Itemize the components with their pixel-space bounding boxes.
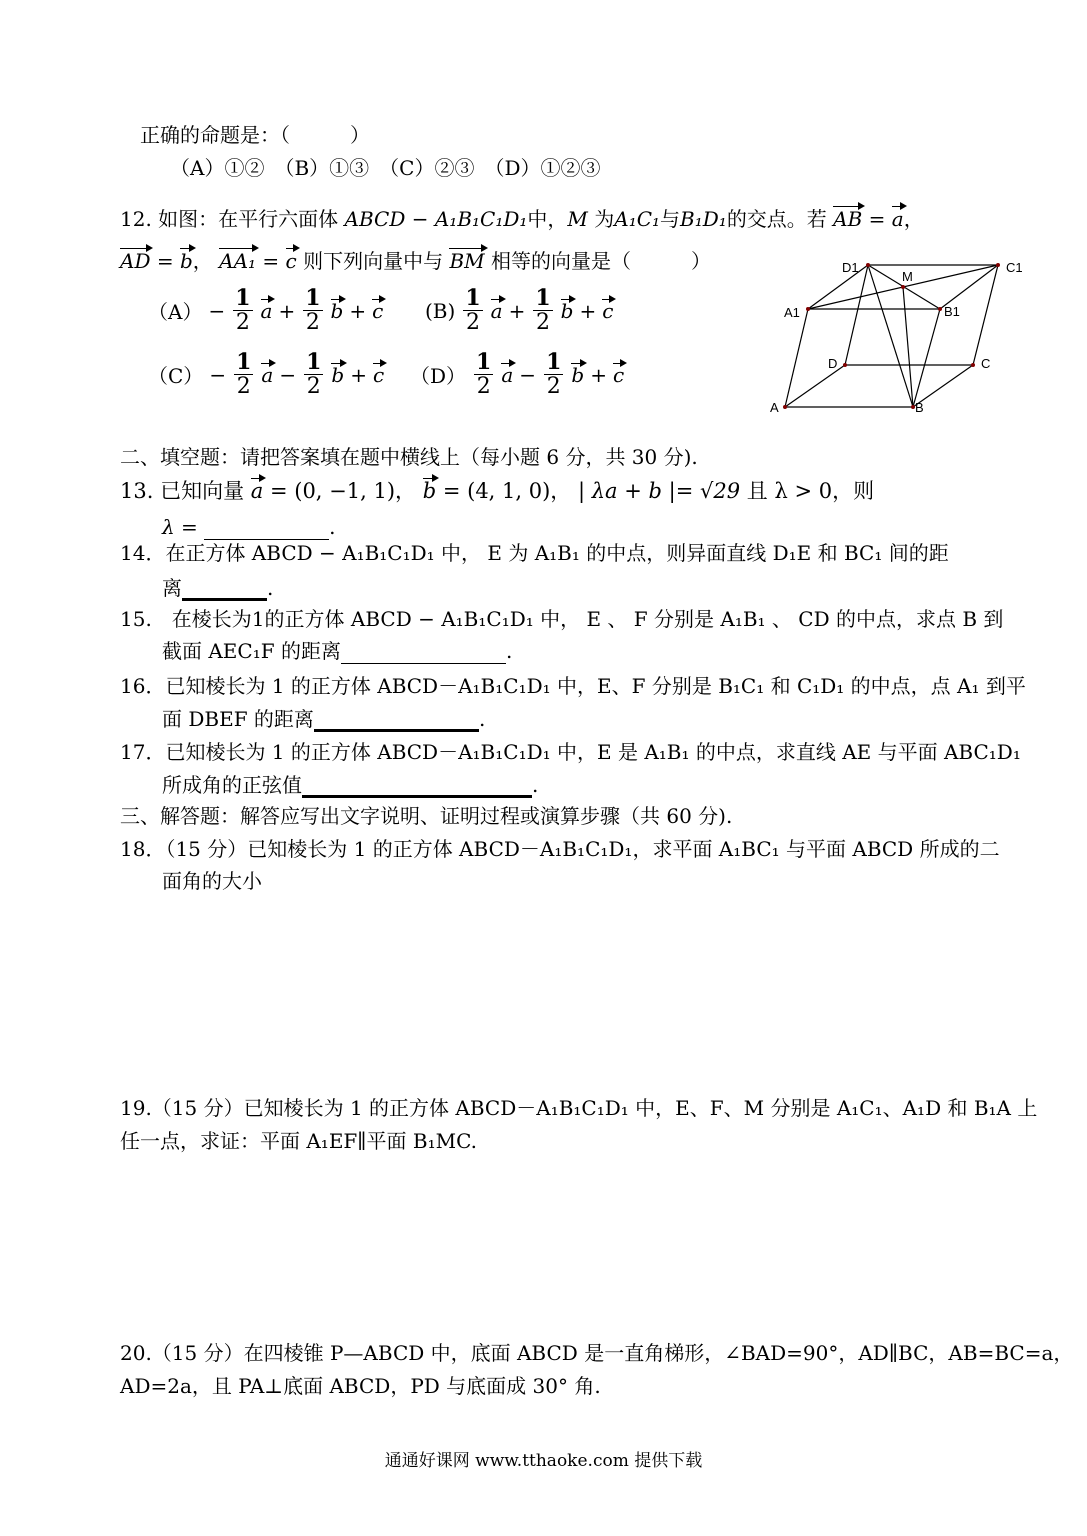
q12-mid: 中，	[527, 207, 568, 231]
vector-a: a	[891, 207, 904, 231]
q13-b-value: = (4, 1, 0)，	[442, 479, 572, 503]
q16-answer-blank[interactable]	[314, 729, 479, 732]
q12-option-a: （A） − $\frac{1}{2}$ a + $\frac{1}{2}$ b + c	[148, 285, 384, 335]
q12-point-m: M	[567, 207, 588, 231]
label-m: M	[902, 269, 913, 284]
q13-condition: 且 λ > 0，则	[746, 479, 875, 503]
q16-end: .	[478, 707, 486, 731]
vector-b: b	[331, 362, 345, 387]
q20-line1: 20.（15 分）在四棱锥 P—ABCD 中，底面 ABCD 是一直角梯形，∠BAD=90°，AD∥BC，AB=BC=a，	[120, 1341, 1074, 1365]
label-b: B	[915, 400, 924, 415]
q15-line1: 15. 在棱长为1的正方体 ABCD − A₁B₁C₁D₁ 中， E 、 F 分别是 A₁B₁ 、 CD 的中点，求点 B 到	[120, 607, 1004, 631]
q12-line1: 12. 如图：在平行六面体 ABCD − A₁B₁C₁D₁中，M 为A₁C₁与B₁D₁的交点。若 AB = a，	[120, 207, 924, 231]
q17-line1: 17．已知棱长为 1 的正方体 ABCD－A₁B₁C₁D₁ 中，E 是 A₁B₁ 的中点，求直线 AE 与平面 ABC₁D₁	[120, 740, 1021, 764]
q13-prefix: 13. 已知向量	[120, 479, 245, 503]
fraction: $\frac{1}{2}$	[306, 349, 322, 399]
label-d1: D1	[842, 260, 859, 275]
q17-end: .	[532, 773, 539, 797]
q12-seg1: A₁C₁	[614, 207, 661, 231]
vector-a: a	[250, 479, 264, 503]
label-d: D	[828, 356, 838, 371]
q15-line2	[162, 638, 512, 664]
q13-line1	[120, 478, 874, 504]
section3-heading: 三、解答题：解答应写出文字说明、证明过程或演算步骤（共 60 分).	[120, 804, 733, 828]
vector-b: b	[179, 249, 193, 273]
vector-c: c	[285, 249, 297, 273]
q13-lambda: λ =	[162, 515, 198, 539]
q17-answer-blank[interactable]	[302, 795, 532, 798]
option-b-label: (B)	[425, 298, 456, 323]
label-c1: C1	[1006, 260, 1023, 275]
q18-line2: 面角的大小	[162, 869, 262, 893]
q16-text: 面 DBEF 的距离	[162, 707, 314, 731]
option-d-label: （D）	[410, 364, 467, 388]
vector-a: a	[490, 298, 503, 323]
q12-text2: 为	[594, 207, 615, 231]
vector-ad: AD	[120, 249, 151, 273]
vector-aa1: AA₁	[219, 249, 257, 273]
fraction: $\frac{1}{2}$	[476, 349, 492, 399]
vector-c: c	[372, 362, 385, 387]
label-a1: A1	[784, 305, 800, 320]
vector-c: c	[372, 298, 384, 323]
q14-end: .	[267, 576, 274, 600]
fraction: $\frac{1}{2}$	[535, 285, 551, 335]
fraction: $\frac{1}{2}$	[235, 285, 251, 335]
vector-c: c	[612, 362, 625, 387]
q14-answer-blank[interactable]	[182, 598, 267, 601]
q17-line2	[162, 772, 538, 798]
q12-line2: AD = b， AA₁ = c 则下列向量中与 BM 相等的向量是（ ）	[120, 249, 711, 273]
q12-option-b: (B) $\frac{1}{2}$ a + $\frac{1}{2}$ b + c	[425, 285, 614, 335]
label-b1: B1	[944, 304, 960, 319]
vector-b: b	[422, 479, 437, 503]
q12-option-d: （D） $\frac{1}{2}$ a − $\frac{1}{2}$ b + c	[410, 349, 625, 399]
section2-heading: 二、填空题：请把答案填在题中横线上（每小题 6 分，共 30 分).	[120, 445, 698, 469]
q12-tail: 相等的向量是（ ）	[491, 249, 711, 273]
q11-options: （A）①② （B）①③ （C）②③ （D）①②③	[170, 156, 601, 180]
vector-ab: AB	[833, 207, 863, 231]
label-a: A	[770, 400, 779, 415]
vector-a: a	[260, 298, 273, 323]
q12-text4: 的交点。若	[726, 207, 827, 231]
q12-option-c: （C） − $\frac{1}{2}$ a − $\frac{1}{2}$ b + c	[148, 349, 385, 399]
q15-end: .	[505, 639, 513, 663]
q14-text: 离	[162, 576, 182, 600]
q12-solid: ABCD − A₁B₁C₁D₁	[344, 207, 528, 231]
option-a-label: （A）	[148, 300, 203, 324]
q17-text: 所成角的正弦值	[162, 773, 302, 797]
q11-prompt: 正确的命题是：（ ）	[140, 123, 370, 147]
option-c-label: （C）	[148, 364, 204, 388]
q16-line2	[162, 706, 485, 732]
q13-a-value: = (0, −1, 1)，	[269, 479, 417, 503]
vector-b: b	[330, 298, 344, 323]
q12-text3: 与	[660, 207, 681, 231]
q15-text: 截面 AEC₁F 的距离	[162, 639, 341, 663]
vector-c: c	[602, 298, 614, 323]
label-c: C	[981, 356, 991, 371]
q13-line2	[162, 514, 336, 540]
q12-seg2: B₁D₁	[680, 207, 727, 231]
fraction: $\frac{1}{2}$	[236, 349, 252, 399]
q12-text5: 则下列向量中与	[303, 249, 444, 273]
figure-vertices	[783, 263, 1000, 409]
q15-answer-blank[interactable]	[341, 663, 506, 664]
figure-edges	[785, 265, 998, 407]
q14-line2	[162, 575, 273, 601]
fraction: $\frac{1}{2}$	[465, 285, 481, 335]
q13-abs-expression: | λa + b |= √29	[578, 479, 741, 503]
q16-line1: 16．已知棱长为 1 的正方体 ABCD－A₁B₁C₁D₁ 中，E、F 分别是 B₁C₁ 和 C₁D₁ 的中点，点 A₁ 到平	[120, 674, 1026, 698]
vector-bm: BM	[449, 249, 485, 273]
page-footer: 通通好课网 www.tthaoke.com 提供下载	[384, 1451, 703, 1471]
vector-a: a	[261, 362, 274, 387]
q19-line2: 任一点，求证：平面 A₁EF∥平面 B₁MC.	[120, 1129, 478, 1153]
q20-line2: AD=2a，且 PA⊥底面 ABCD，PD 与底面成 30° 角.	[120, 1374, 601, 1398]
fraction: $\frac{1}{2}$	[305, 285, 321, 335]
q12-prefix: 12. 如图：在平行六面体	[120, 207, 339, 231]
vector-b: b	[571, 362, 585, 387]
fraction: $\frac{1}{2}$	[546, 349, 562, 399]
q14-line1: 14．在正方体 ABCD − A₁B₁C₁D₁ 中， E 为 A₁B₁ 的中点，则异面直线 D₁E 和 BC₁ 间的距	[120, 541, 949, 565]
q18-line1: 18．（15 分）已知棱长为 1 的正方体 ABCD－A₁B₁C₁D₁，求平面 A₁BC₁ 与平面 ABCD 所成的二	[120, 837, 1000, 861]
vector-b: b	[560, 298, 574, 323]
q19-line1: 19.（15 分）已知棱长为 1 的正方体 ABCD－A₁B₁C₁D₁ 中，E、F、M 分别是 A₁C₁、A₁D 和 B₁A 上	[120, 1096, 1038, 1120]
vector-a: a	[501, 362, 514, 387]
q13-end: .	[329, 515, 336, 539]
parallelepiped-figure	[770, 255, 1040, 425]
